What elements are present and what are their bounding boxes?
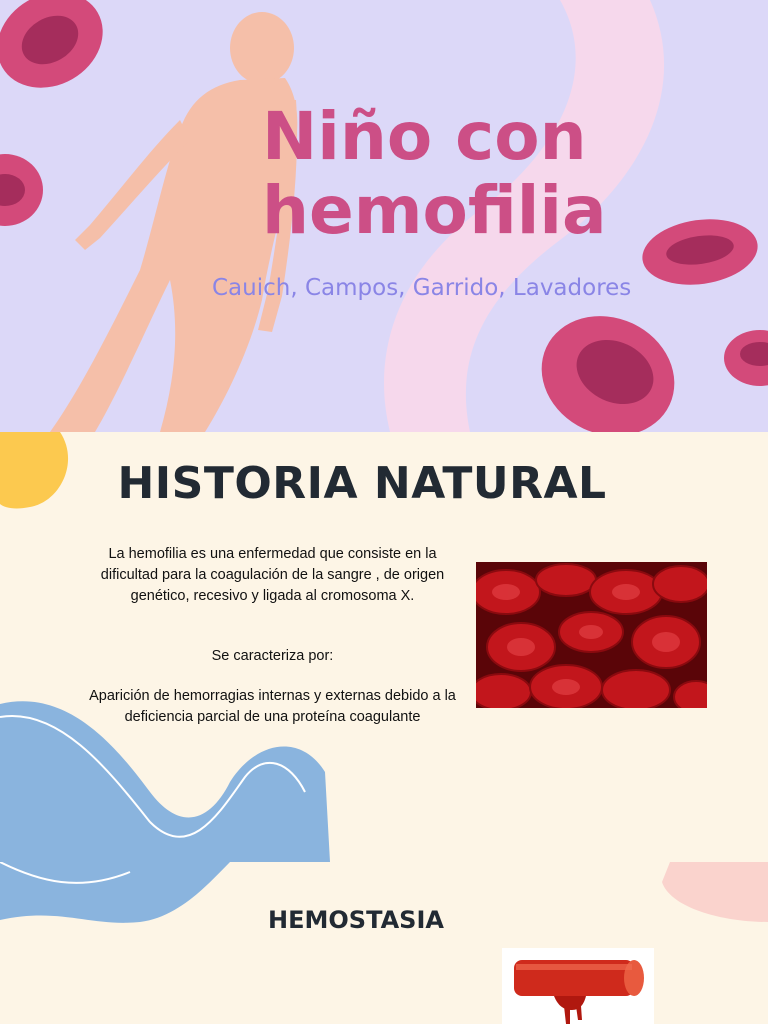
historia-heading: HISTORIA NATURAL bbox=[117, 458, 607, 509]
hemostasia-slide bbox=[0, 862, 768, 1024]
slide-authors: Cauich, Campos, Garrido, Lavadores bbox=[212, 275, 632, 301]
historia-natural-slide bbox=[0, 432, 768, 862]
title-slide bbox=[0, 0, 768, 432]
characteristic-label: Se caracteriza por: bbox=[211, 648, 334, 664]
characteristic-paragraph: Aparición de hemorragias internas y externas debido a la deficiencia parcial de una proteína coagulante bbox=[89, 688, 456, 725]
slide-title: Niño con hemofilia bbox=[262, 98, 607, 249]
hemostasia-heading: HEMOSTASIA bbox=[268, 906, 444, 934]
human-figure-illustration bbox=[50, 12, 297, 432]
definition-paragraph: La hemofilia es una enfermedad que consiste en la dificultad para la coagulación de la sangre , de origen genético, recesivo y ligada al cromosoma X. bbox=[100, 546, 445, 604]
red-blood-cells-photo bbox=[476, 562, 707, 708]
pink-blob-shape bbox=[662, 862, 768, 922]
bleeding-vessel-illustration bbox=[502, 948, 654, 1024]
blue-wave-bottom-shape bbox=[0, 862, 230, 923]
